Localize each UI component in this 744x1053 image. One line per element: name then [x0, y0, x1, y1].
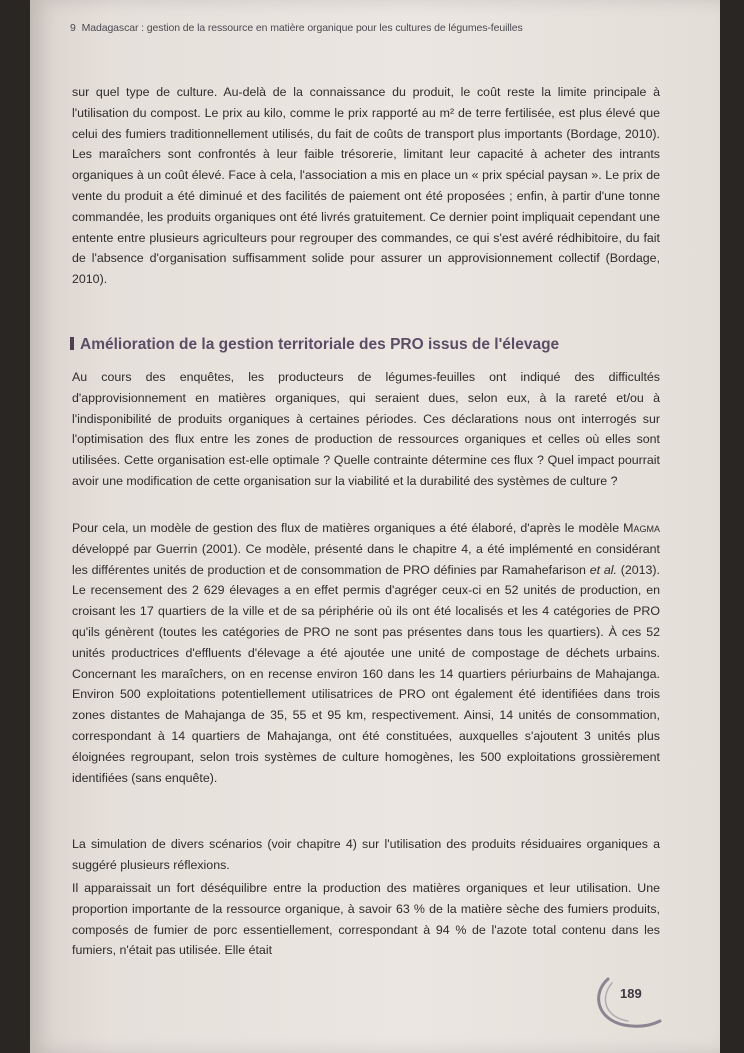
paragraph-3-part1: Pour cela, un modèle de gestion des flux de matières organiques a été élaboré, d'après le modèle	[72, 521, 624, 535]
paragraph-intro: sur quel type de culture. Au-delà de la connaissance du produit, le coût reste la limite principale à l'utilisation du compost. Le prix au kilo, comme le prix rapporté au m² de terre fertilisée, est plus élevé que celui des fumiers traditionnellement utilisés, du fait de coûts de transport plus importants (Bordage, 2010). Les maraîchers sont confrontés à leur faible trésorerie, limitant leur capacité à acheter des intrants organiques à un coût élevé. Face à cela, l'association a mis en place un « prix spécial paysan ». Le prix de vente du produit a été diminué et des facilités de paiement ont été proposées ; enfin, à partir d'une tonne commandée, les produits organiques ont été livrés gratuitement. Ce dernier point impliquait cependant une entente entre plusieurs agriculteurs pour regrouper des commandes, ce qui s'est avéré rédhibitoire, du fait de l'absence d'organisation suffisamment solide pour assurer un approvisionnement collectif (Bordage, 2010).	[72, 85, 660, 287]
section-heading-text: Amélioration de la gestion territoriale des PRO issus de l'élevage	[80, 336, 560, 353]
paragraph-4: La simulation de divers scénarios (voir chapitre 4) sur l'utilisation des produits résiduaires organiques a suggéré plusieurs réflexions.	[72, 837, 660, 872]
model-name: Magma	[623, 521, 660, 535]
paragraph-3-part2: développé par Guerrin (2001). Ce modèle, présenté dans le chapitre 4, a été implémenté en considérant les différentes unités de production et de consommation de PRO définies par Ramahefarison	[72, 541, 660, 577]
et-al: et al.	[589, 562, 617, 577]
paragraph-2: Au cours des enquêtes, les producteurs de légumes-feuilles ont indiqué des difficultés d'approvisionnement en matières organiques, qui seraient dues, selon eux, à la rareté et/ou à l'indisponibilité de produits organiques à certaines périodes. Ces déclarations nous ont interrogés sur l'optimisation des flux entre les zones de production de ressources organiques et celles où elles sont utilisées. Cette organisation est-elle optimale ? Quelle contrainte détermine ces flux ? Quel impact pourrait avoir une modification de cette organisation sur la viabilité et la durabilité des systèmes de culture ?	[72, 370, 660, 488]
paragraph-5: Il apparaissait un fort déséquilibre entre la production des matières organiques et leur utilisation. Une proportion importante de la ressource organique, à savoir 63 % de la matière sèche des fumiers produits, composés de fumier de porc essentiellement, correspondant à 94 % de l'azote total contenu dans les fumiers, n'était pas utilisée. Elle était	[72, 881, 660, 958]
page-number: 189	[620, 986, 642, 1001]
paragraph-3	[72, 518, 660, 788]
chapter-number: 9	[70, 22, 76, 34]
paragraph-3-part3: (2013). Le recensement des 2 629 élevages a en effet permis d'agréger ceux-ci en 52 unités de production, en croisant les 17 quartiers de la ville et de sa périphérie où ils ont été localisés et les 4 catégories de PRO qu'ils génèrent (toutes les catégories de PRO ne sont pas présentes dans tous les quartiers). À ces 52 unités productrices d'effluents d'élevage a été ajoutée une unité de compostage de déchets urbains. Concernant les maraîchers, on en recense environ 160 dans les 14 quartiers périurbains de Mahajanga. Environ 500 exploitations potentiellement utilisatrices de PRO ont également été identifiées dans trois zones distantes de Mahajanga de 35, 55 et 95 km, respectivement. Ainsi, 14 unités de consommation, correspondant à 14 quartiers de Mahajanga, ont été constituées, auxquelles s'ajoutent 3 unités plus éloignées regroupant, selon trois systèmes de culture homogènes, les 500 exploitations grossièrement identifiées (sans enquête).	[72, 562, 660, 785]
running-head	[70, 22, 700, 34]
section-heading	[70, 336, 670, 354]
book-page	[30, 0, 720, 1053]
page-number-swoosh-icon	[590, 975, 662, 1031]
running-head-title: Madagascar : gestion de la ressource en matière organique pour les cultures de légumes-feuilles	[81, 22, 523, 34]
heading-bar-marker	[70, 337, 74, 350]
